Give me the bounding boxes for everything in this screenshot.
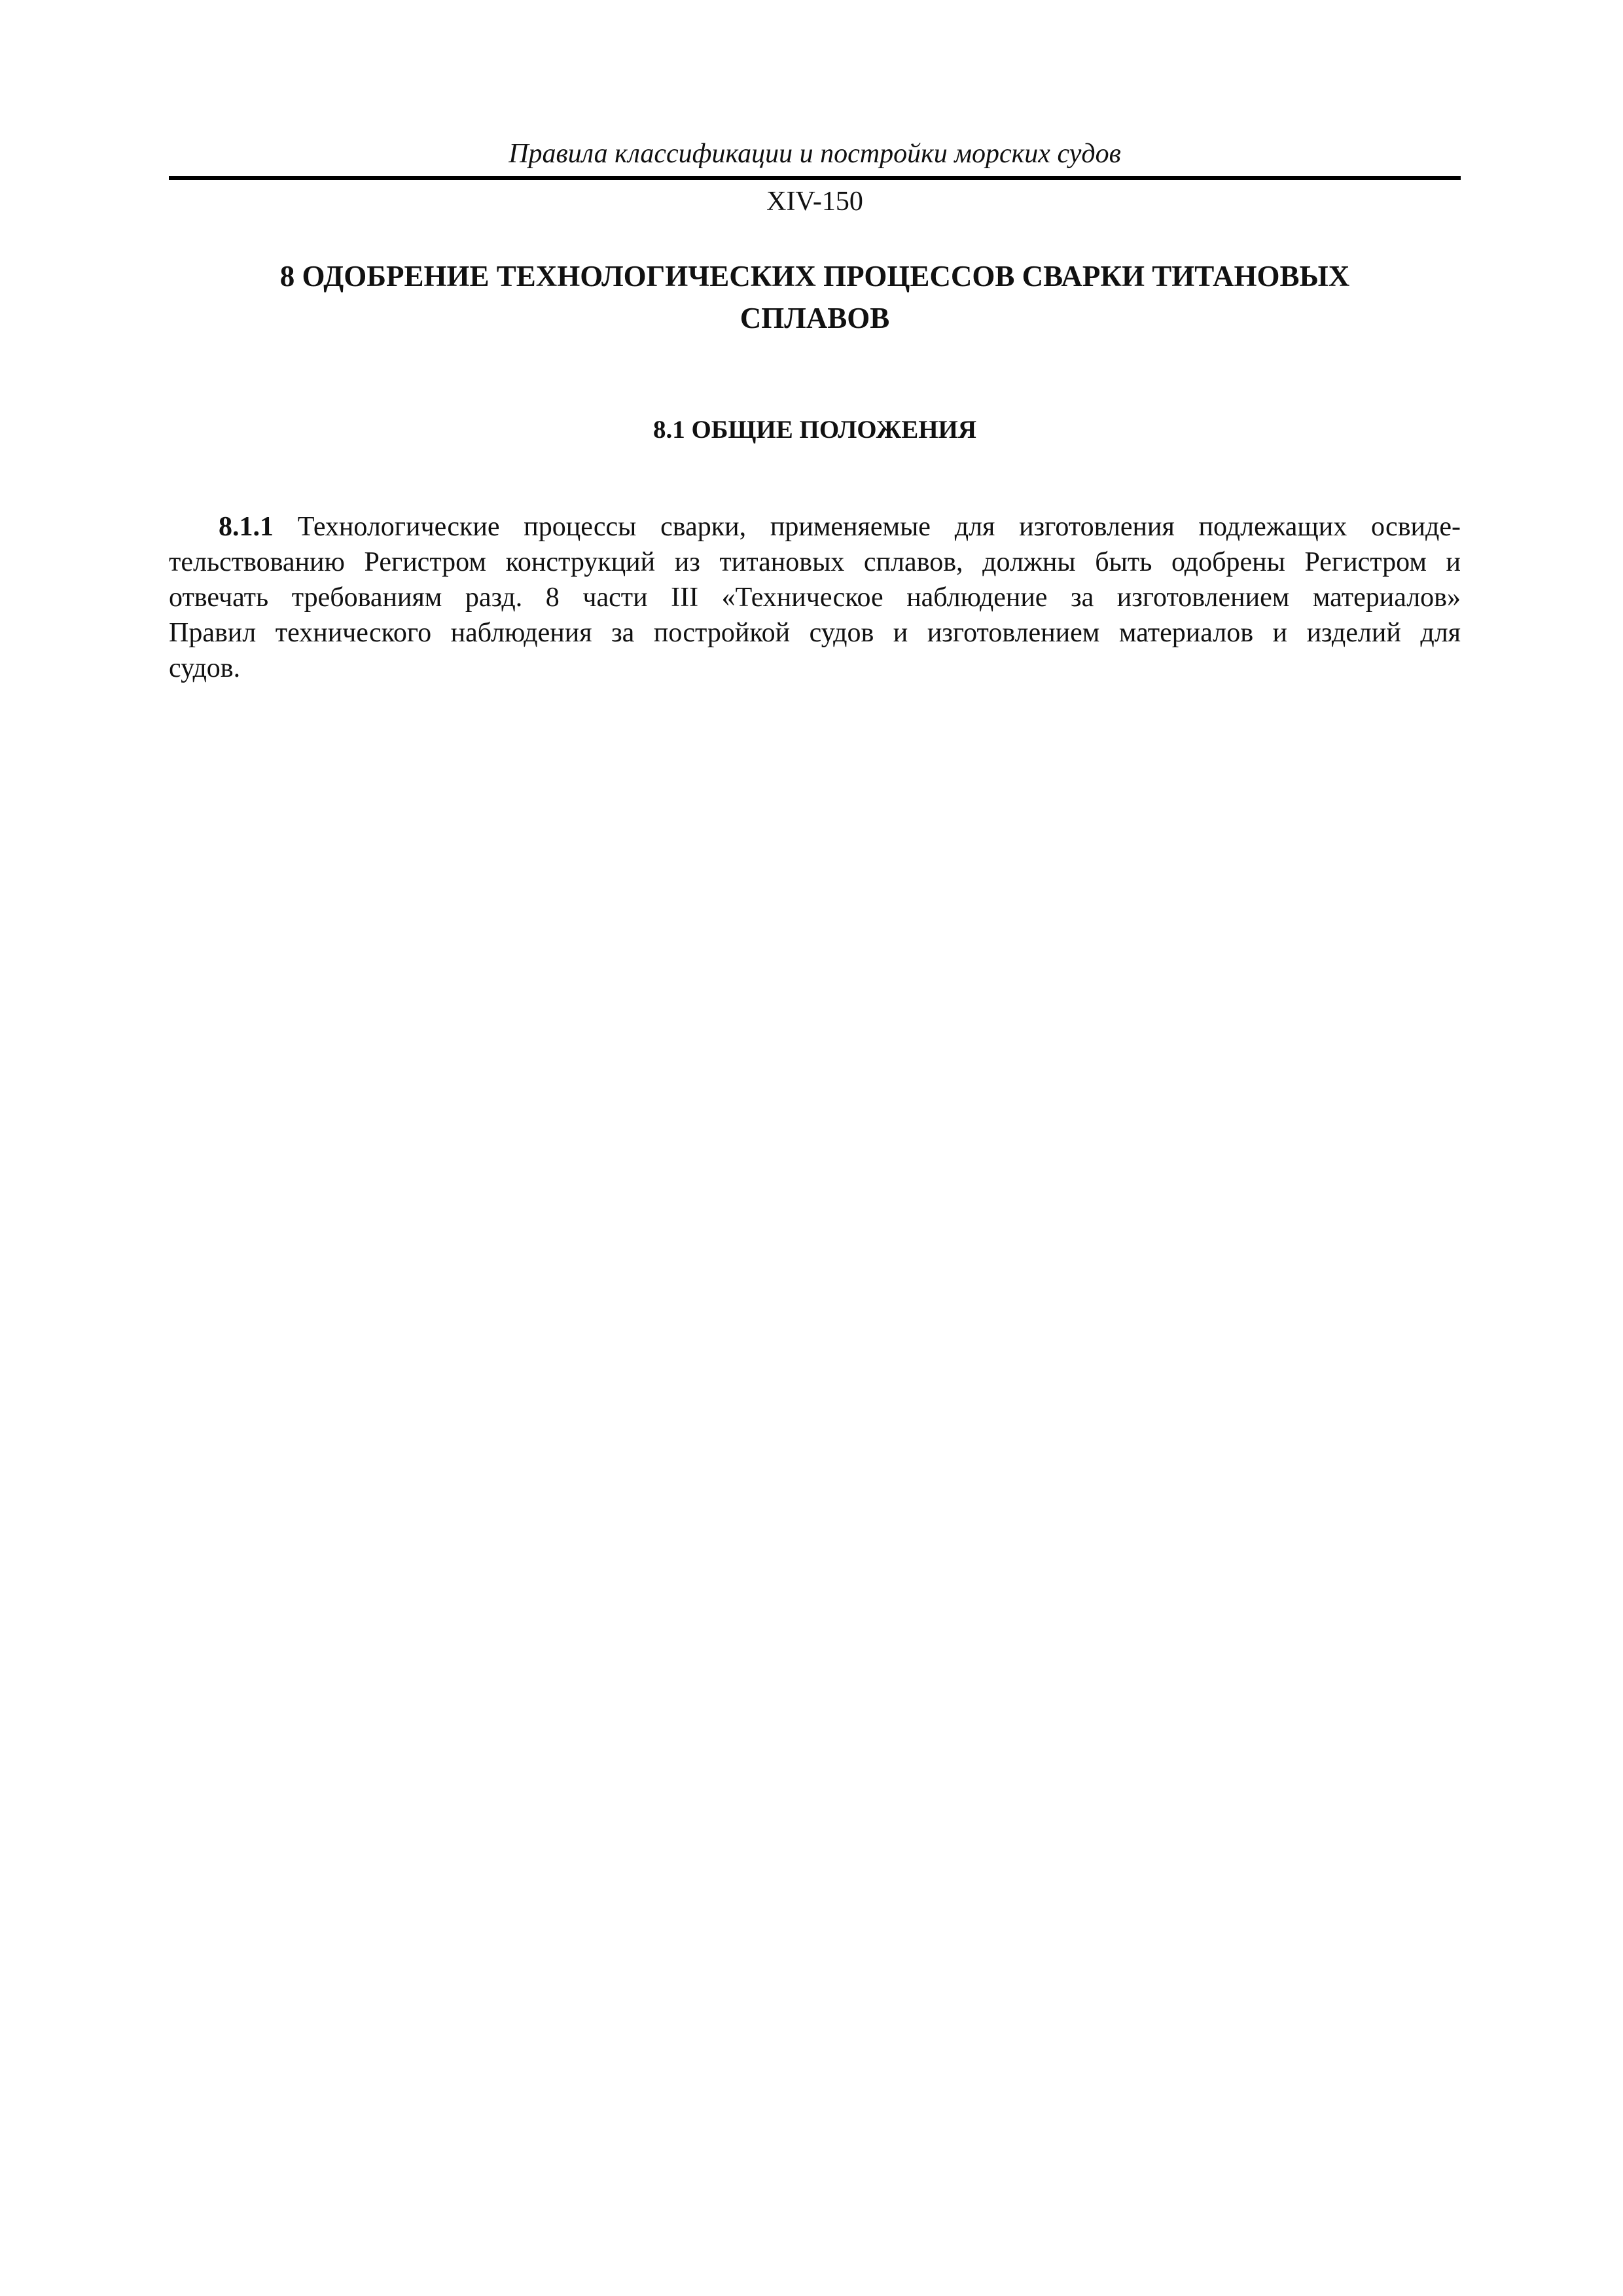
chapter-title xyxy=(169,255,1461,339)
chapter-title-line-1: 8 ОДОБРЕНИЕ ТЕХНОЛОГИЧЕСКИХ ПРОЦЕССОВ СВАРКИ ТИТАНОВЫХ xyxy=(279,260,1350,293)
clause-line-5: судов. xyxy=(169,653,241,683)
section-title: 8.1 ОБЩИЕ ПОЛОЖЕНИЯ xyxy=(652,416,977,444)
clause-line-2: тельствованию Регистром конструкций из титановых сплавов, должны быть одобрены Регистром и xyxy=(169,547,1461,577)
clause-number: 8.1.1 xyxy=(219,512,274,542)
clause-line-4: Правил технического наблюдения за постройкой судов и изготовлением материалов и изделий для xyxy=(169,618,1461,648)
clause-line-1 xyxy=(169,509,1461,545)
clause-line-3: отвечать требованиям разд. 8 части III «Техническое наблюдение за изготовлением материалов» xyxy=(169,583,1461,613)
header-rule xyxy=(169,176,1461,180)
page-number: XIV-150 xyxy=(766,187,863,217)
clause-text-1: Технологические процессы сварки, применяемые для изготовления подлежащих освиде- xyxy=(297,512,1461,542)
chapter-title-line-2: СПЛАВОВ xyxy=(740,302,890,334)
clause-paragraph xyxy=(169,509,1461,686)
running-header: Правила классификации и постройки морских судов xyxy=(508,139,1121,169)
